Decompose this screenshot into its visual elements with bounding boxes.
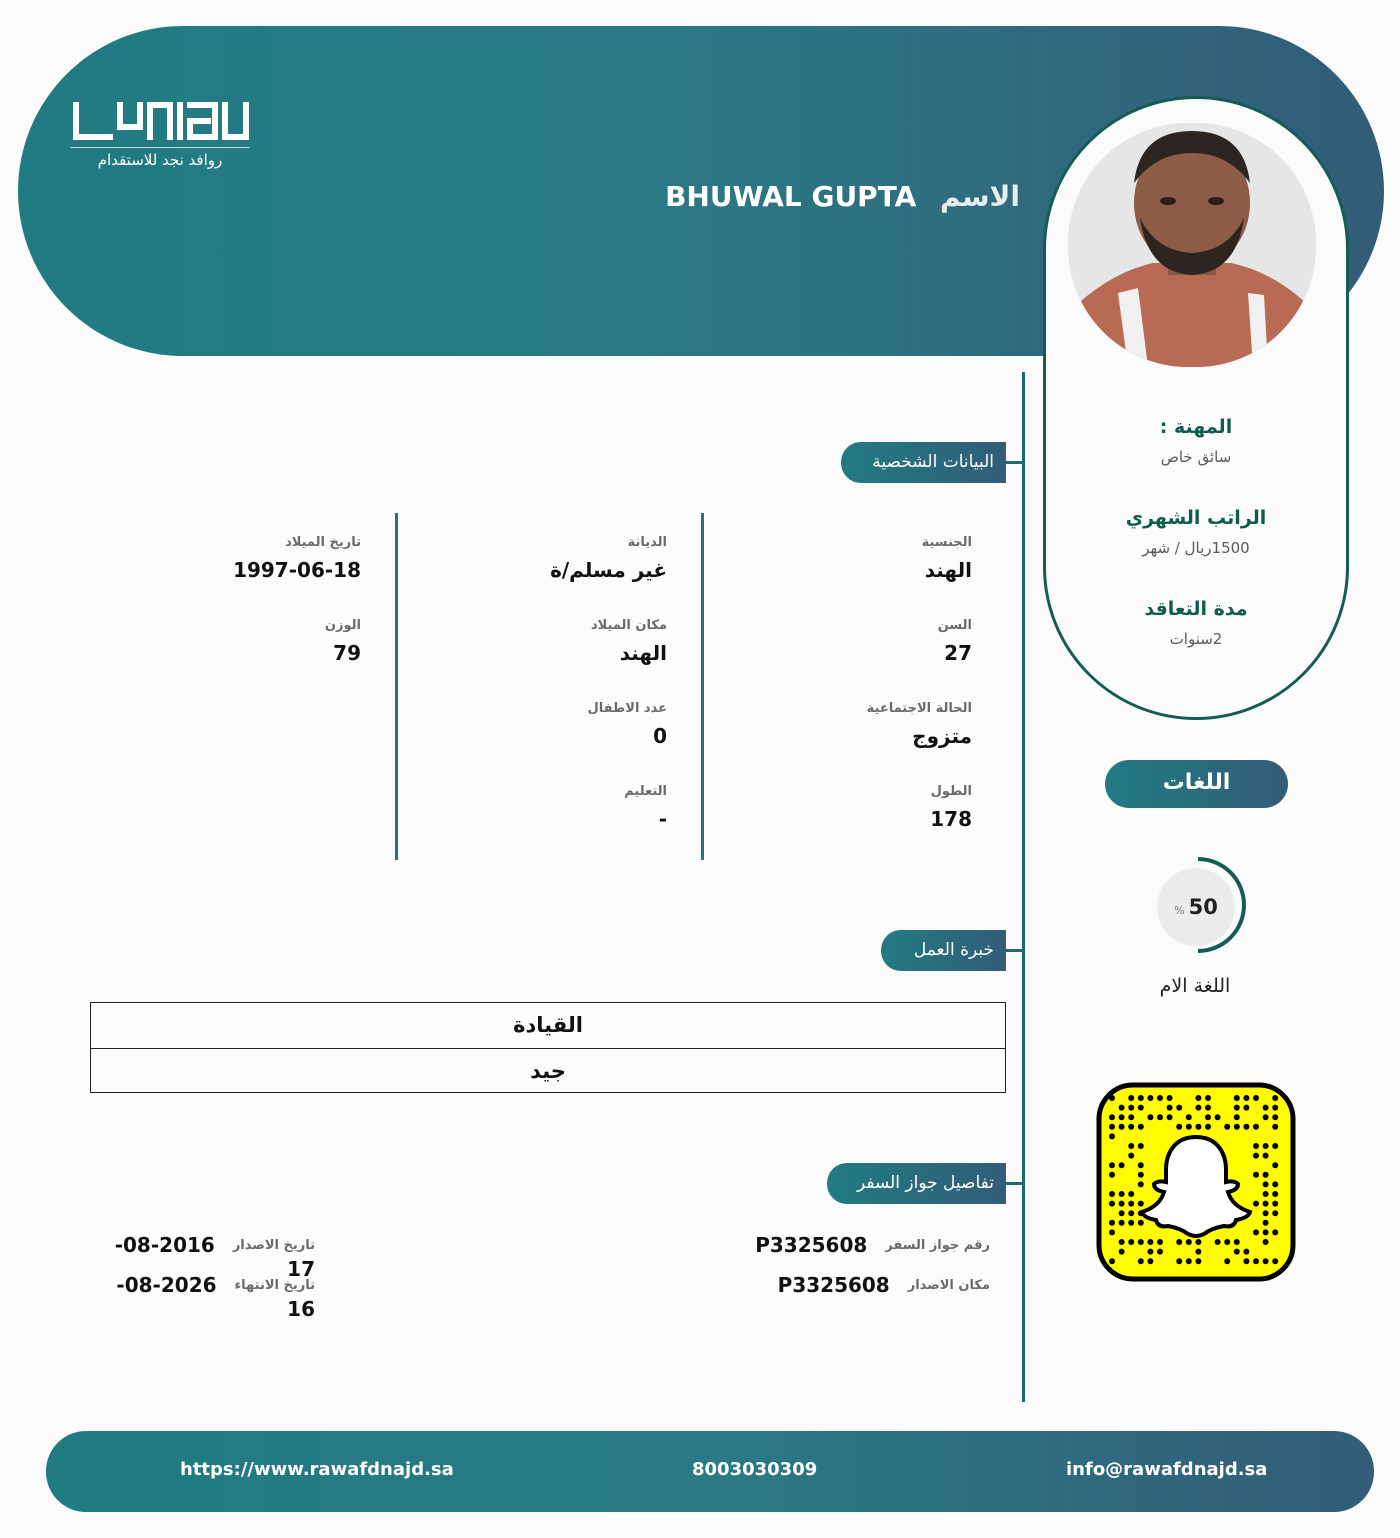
birthplace-label: مكان الميلاد	[590, 618, 667, 633]
snapcode-dot	[1234, 1114, 1240, 1120]
snapcode-dot	[1147, 1095, 1153, 1101]
snapcode-dot	[1272, 1095, 1278, 1101]
snapcode-dot	[1138, 1124, 1144, 1130]
marital-label: الحالة الاجتماعية	[866, 701, 972, 716]
snapcode-dot	[1253, 1258, 1259, 1264]
snapcode-dot	[1128, 1239, 1134, 1245]
contract-value: 2سنوات	[1169, 630, 1223, 648]
passport-number-row	[700, 1233, 990, 1259]
snapcode-dot	[1195, 1105, 1201, 1111]
name-value: BHUWAL GUPTA	[665, 180, 917, 213]
snapcode-dot	[1243, 1105, 1249, 1111]
column-divider	[395, 513, 398, 860]
age-label: السن	[937, 618, 972, 633]
snapcode-dot	[1128, 1114, 1134, 1120]
passport-section-title: تفاصيل جواز السفر	[827, 1163, 1006, 1204]
snapcode-dot	[1167, 1105, 1173, 1111]
snapcode-dot	[1272, 1191, 1278, 1197]
snapcode-dot	[1109, 1133, 1115, 1139]
passport-number-value: P3325608	[755, 1233, 868, 1257]
nationality-value: الهند	[924, 558, 972, 582]
snapcode-dot	[1128, 1220, 1134, 1226]
snapcode-dot	[1119, 1124, 1125, 1130]
weight-label: الوزن	[324, 618, 361, 633]
religion-field	[417, 535, 667, 582]
snapcode-dot	[1138, 1095, 1144, 1101]
experience-section-title: خبرة العمل	[881, 930, 1006, 971]
snapcode-dot	[1272, 1124, 1278, 1130]
snapcode-dot	[1253, 1201, 1259, 1207]
snapcode-dot	[1138, 1105, 1144, 1111]
snapcode-dot	[1119, 1239, 1125, 1245]
nationality-field	[722, 535, 972, 582]
snapcode-dot	[1253, 1172, 1259, 1178]
children-value: 0	[653, 724, 667, 748]
snapcode-dot	[1215, 1239, 1221, 1245]
snapcode-dot	[1272, 1105, 1278, 1111]
snapcode-dot	[1263, 1258, 1269, 1264]
education-value: -	[658, 807, 667, 831]
snapcode-dot	[1272, 1258, 1278, 1264]
snapcode-dot	[1272, 1162, 1278, 1168]
snapcode-dot	[1138, 1201, 1144, 1207]
experience-table	[90, 1002, 1006, 1093]
education-label: التعليم	[624, 784, 667, 799]
children-field	[417, 701, 667, 748]
snapcode-dot	[1119, 1114, 1125, 1120]
snapcode-dot	[1205, 1124, 1211, 1130]
percent-value: 50	[1188, 895, 1218, 919]
footer-website-link[interactable]: https://www.rawafdnajd.sa	[180, 1459, 454, 1480]
snapcode-dot	[1119, 1220, 1125, 1226]
snapcode-icon[interactable]	[1096, 1082, 1296, 1282]
expiry-date-value: 2026-08-16	[116, 1273, 315, 1321]
snapcode-dot	[1138, 1181, 1144, 1187]
age-field	[722, 618, 972, 665]
footer-email-link[interactable]: info@rawafdnajd.sa	[1066, 1459, 1268, 1480]
snapcode-dot	[1147, 1114, 1153, 1120]
snapcode-dot	[1253, 1124, 1259, 1130]
issue-place-label: مكان الاصدار	[907, 1277, 990, 1293]
snapcode-dot	[1128, 1105, 1134, 1111]
snapcode-dot	[1128, 1201, 1134, 1207]
snapcode-dot	[1234, 1095, 1240, 1101]
snapcode-dot	[1128, 1143, 1134, 1149]
expiry-date-label: تاريخ الانتهاء	[234, 1277, 315, 1293]
height-label: الطول	[930, 784, 972, 799]
height-field	[722, 784, 972, 831]
birthplace-value: الهند	[619, 641, 667, 665]
snapcode-dot	[1253, 1095, 1259, 1101]
occupation-block	[1046, 416, 1346, 466]
snapcode-dot	[1186, 1124, 1192, 1130]
age-value: 27	[944, 641, 972, 665]
snapcode-dot	[1272, 1201, 1278, 1207]
snapcode-dot	[1263, 1201, 1269, 1207]
issue-place-row	[700, 1273, 990, 1299]
dob-field	[111, 535, 361, 582]
personal-section-title: البيانات الشخصية	[841, 442, 1006, 483]
snapcode-dot	[1157, 1095, 1163, 1101]
footer-phone[interactable]: 8003030309	[692, 1459, 818, 1480]
snapcode-dot	[1109, 1162, 1115, 1168]
marital-field	[722, 701, 972, 748]
snapcode-dot	[1195, 1249, 1201, 1255]
snapcode-dot	[1224, 1124, 1230, 1130]
percent-sign: %	[1174, 904, 1185, 917]
snapcode-dot	[1186, 1114, 1192, 1120]
snapcode-dot	[1205, 1114, 1211, 1120]
snapcode-dot	[1215, 1114, 1221, 1120]
marital-value: متزوج	[912, 724, 972, 748]
snapcode-dot	[1263, 1191, 1269, 1197]
snapcode-dot	[1109, 1229, 1115, 1235]
birthplace-field	[417, 618, 667, 665]
snapcode-dot	[1253, 1153, 1259, 1159]
expiry-date-row	[95, 1273, 315, 1321]
snapcode-dot	[1263, 1153, 1269, 1159]
snapcode-dot	[1243, 1124, 1249, 1130]
snapcode-dot	[1272, 1210, 1278, 1216]
snapcode-dot	[1157, 1249, 1163, 1255]
children-label: عدد الاطفال	[587, 701, 667, 716]
snapcode-dot	[1109, 1191, 1115, 1197]
issue-date-row	[95, 1233, 315, 1281]
snapcode-dot	[1128, 1153, 1134, 1159]
religion-label: الديانة	[627, 535, 667, 550]
section-connector	[1006, 949, 1023, 952]
dob-label: تاريخ الميلاد	[285, 535, 361, 550]
snapcode-dot	[1128, 1095, 1134, 1101]
snapcode-dot	[1109, 1220, 1115, 1226]
snapcode-dot	[1109, 1124, 1115, 1130]
snapcode-dot	[1128, 1124, 1134, 1130]
snapcode-dot	[1138, 1220, 1144, 1226]
snapcode-dot	[1263, 1220, 1269, 1226]
nationality-label: الجنسية	[921, 535, 972, 550]
weight-field	[111, 618, 361, 665]
issue-date-label: تاريخ الاصدار	[232, 1237, 315, 1253]
snapcode-dot	[1195, 1095, 1201, 1101]
snapcode-dot	[1272, 1229, 1278, 1235]
snapcode-dot	[1119, 1162, 1125, 1168]
snapcode-dot	[1263, 1181, 1269, 1187]
snapcode-dot	[1119, 1249, 1125, 1255]
snapcode-dot	[1176, 1105, 1182, 1111]
snapcode-dot	[1147, 1258, 1153, 1264]
snapcode-dot	[1263, 1114, 1269, 1120]
snapcode-dot	[1119, 1191, 1125, 1197]
snapcode-dot	[1243, 1249, 1249, 1255]
snapcode-dot	[1109, 1258, 1115, 1264]
snapcode-dot	[1119, 1105, 1125, 1111]
religion-value: غير مسلم/ة	[550, 558, 667, 582]
snapcode-dot	[1157, 1239, 1163, 1245]
snapcode-dot	[1128, 1210, 1134, 1216]
snapcode-dot	[1176, 1239, 1182, 1245]
snapcode-dot	[1224, 1239, 1230, 1245]
snapcode-dot	[1234, 1105, 1240, 1111]
snapcode-dot	[1263, 1229, 1269, 1235]
occupation-value: سائق خاص	[1160, 448, 1232, 466]
experience-skill: القيادة	[513, 1013, 583, 1037]
salary-block	[1046, 507, 1346, 557]
name-row	[600, 180, 1020, 220]
snapcode-dot	[1234, 1239, 1240, 1245]
occupation-label: المهنة :	[1159, 416, 1233, 438]
snapcode-dot	[1195, 1258, 1201, 1264]
snapcode-dot	[1234, 1124, 1240, 1130]
snapcode-dot	[1119, 1210, 1125, 1216]
mother-language-label: اللغة الام	[1159, 975, 1231, 997]
issue-date-value: 2016-08-17	[114, 1233, 315, 1281]
snapcode-dot	[1272, 1181, 1278, 1187]
snapcode-dot	[1263, 1105, 1269, 1111]
salary-value: 1500ريال / شهر	[1142, 539, 1250, 557]
education-field	[417, 784, 667, 831]
height-value: 178	[930, 807, 972, 831]
snapcode-dot	[1176, 1124, 1182, 1130]
salary-label: الراتب الشهري	[1125, 507, 1267, 529]
snapcode-dot	[1138, 1143, 1144, 1149]
contract-label: مدة التعاقد	[1144, 598, 1248, 620]
weight-value: 79	[333, 641, 361, 665]
snapcode-dot	[1195, 1239, 1201, 1245]
section-connector	[1006, 461, 1023, 464]
snapcode-dot	[1243, 1095, 1249, 1101]
person-photo-icon	[1068, 123, 1316, 367]
snapcode-dot	[1195, 1124, 1201, 1130]
snapcode-dot	[1147, 1239, 1153, 1245]
snapcode-dot	[1128, 1191, 1134, 1197]
name-label: الاسم	[940, 180, 1020, 213]
snapcode-dot	[1138, 1162, 1144, 1168]
snapcode-dot	[1272, 1143, 1278, 1149]
snapcode-dot	[1109, 1095, 1115, 1101]
company-logo[interactable]	[70, 95, 250, 175]
logo-caption: روافد نجد للاستقدام	[70, 147, 250, 169]
snapcode-dot	[1176, 1258, 1182, 1264]
contract-block	[1046, 598, 1346, 648]
snapcode-dot	[1253, 1229, 1259, 1235]
section-connector	[1006, 1182, 1023, 1185]
snapcode-dot	[1205, 1095, 1211, 1101]
snapcode-dot	[1167, 1114, 1173, 1120]
snapcode-dot	[1157, 1114, 1163, 1120]
snapcode-dot	[1186, 1239, 1192, 1245]
snapcode-dot	[1234, 1249, 1240, 1255]
snapcode-dot	[1263, 1239, 1269, 1245]
snapcode-dot	[1138, 1258, 1144, 1264]
snapcode-dot	[1263, 1210, 1269, 1216]
languages-title: اللغات	[1105, 760, 1288, 808]
snapcode-dot	[1167, 1095, 1173, 1101]
snapcode-dot	[1109, 1114, 1115, 1120]
snapcode-dot	[1272, 1114, 1278, 1120]
snapcode-dot	[1205, 1105, 1211, 1111]
snapcode-dot	[1147, 1249, 1153, 1255]
timeline-line	[1022, 372, 1025, 1402]
snapcode-dot	[1263, 1172, 1269, 1178]
snapcode-dot	[1119, 1201, 1125, 1207]
snapcode-dot	[1109, 1172, 1115, 1178]
experience-level: جيد	[91, 1048, 1005, 1093]
column-divider	[701, 513, 704, 860]
snapcode-dot	[1263, 1143, 1269, 1149]
snapcode-dot	[1253, 1143, 1259, 1149]
language-percent	[1157, 868, 1235, 946]
logo-mark-icon	[70, 95, 250, 145]
snapcode-dot	[1138, 1172, 1144, 1178]
snapcode-dot	[1224, 1258, 1230, 1264]
snapcode-dot	[1109, 1201, 1115, 1207]
issue-place-value: P3325608	[777, 1273, 890, 1297]
passport-number-label: رقم جواز السفر	[885, 1237, 990, 1253]
dob-value: 1997-06-18	[233, 558, 361, 582]
snapcode-dot	[1243, 1258, 1249, 1264]
snapcode-dot	[1186, 1258, 1192, 1264]
snapcode-dot	[1138, 1239, 1144, 1245]
candidate-photo	[1068, 123, 1316, 367]
